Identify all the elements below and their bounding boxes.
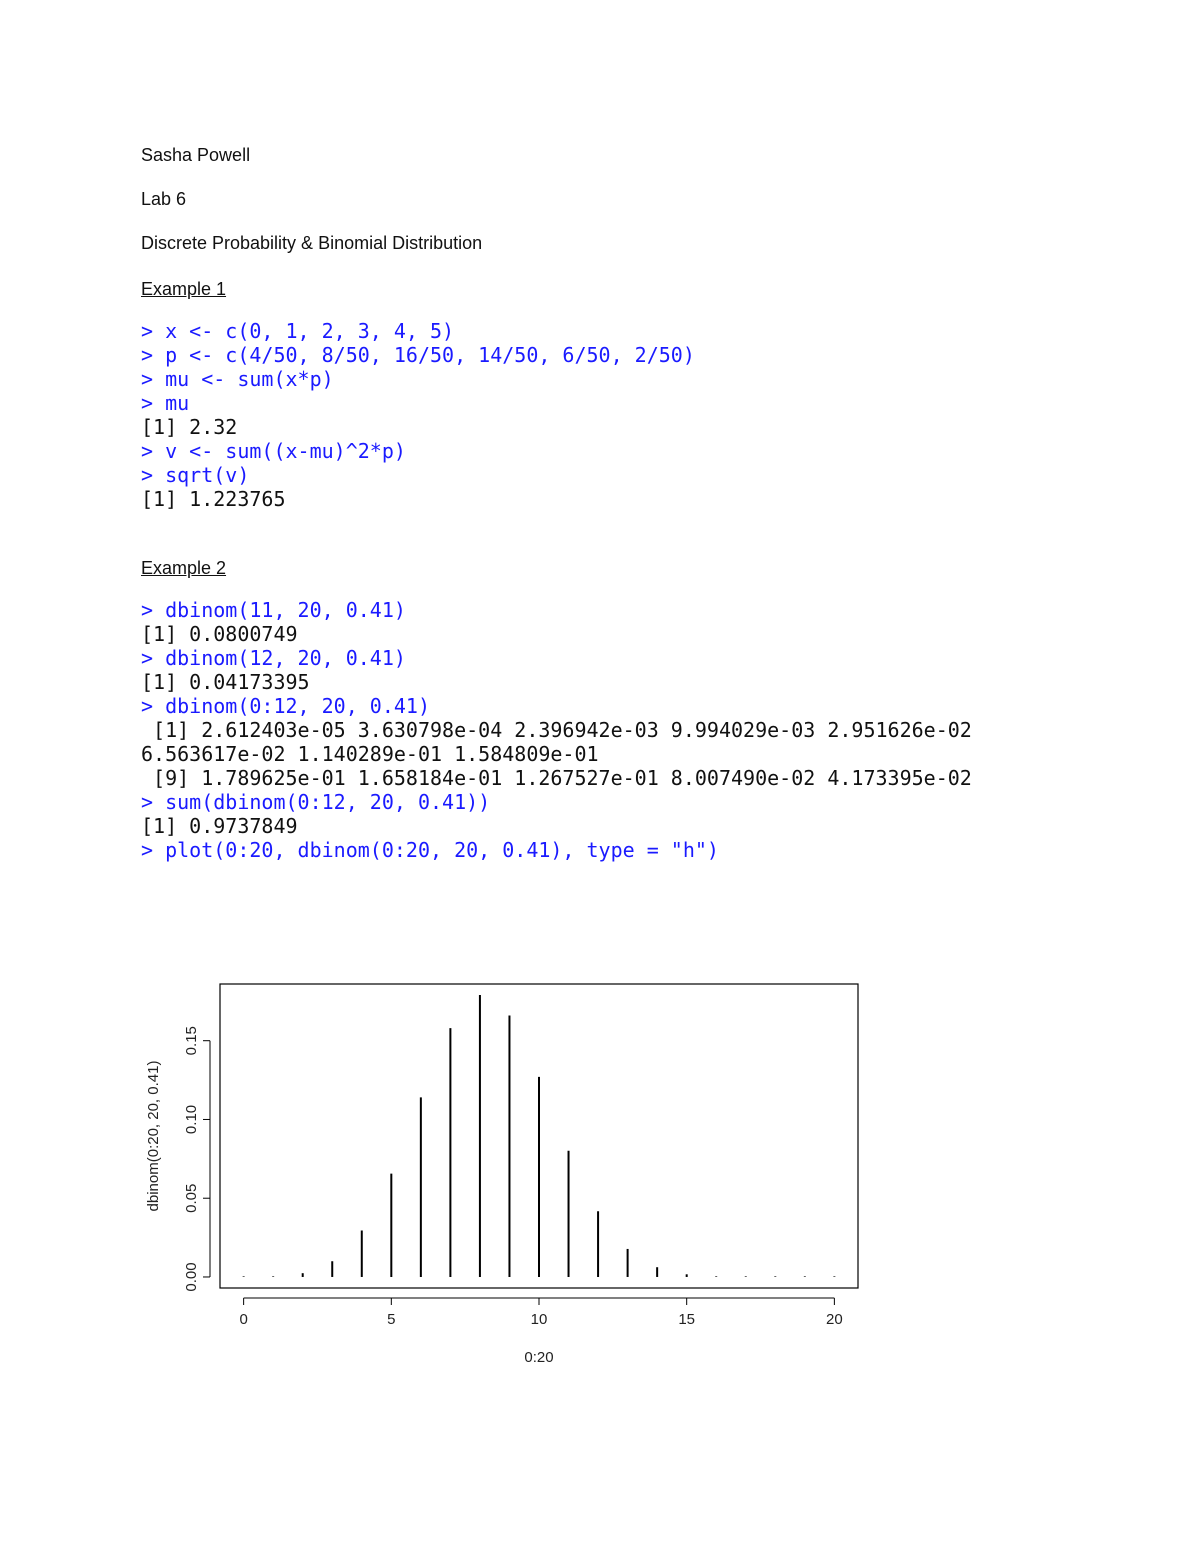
console-command-line: > sum(dbinom(0:12, 20, 0.41)) [141,790,491,814]
y-tick-label: 0.05 [183,1183,200,1213]
document-title: Discrete Probability & Binomial Distribution [141,233,483,253]
y-tick-label: 0.15 [183,1026,200,1056]
console-command-line: > x <- c(0, 1, 2, 3, 4, 5) [141,319,455,343]
console-command-line: > mu [141,391,190,415]
y-tick-label: 0.10 [183,1104,200,1135]
console-command-line: > p <- c(4/50, 8/50, 16/50, 14/50, 6/50, 2/50) [141,343,695,367]
console-command-line: > dbinom(11, 20, 0.41) [141,598,406,622]
lab-number: Lab 6 [141,189,187,209]
console-output-line: 6.563617e-02 1.140289e-01 1.584809e-01 [141,742,599,766]
x-axis-label: 0:20 [524,1349,554,1366]
example-2-heading: Example 2 [141,558,227,578]
example-1-heading: Example 1 [141,279,227,299]
author-name: Sasha Powell [141,145,251,165]
x-tick-label: 5 [387,1311,396,1328]
console-output-line: [1] 0.04173395 [141,670,310,694]
y-axis-label: dbinom(0:20, 20, 0.41) [145,1060,162,1212]
example-2-console [141,598,972,862]
console-command-line: > sqrt(v) [141,463,250,487]
x-tick-label: 20 [826,1311,843,1328]
console-output-line: [1] 2.612403e-05 3.630798e-04 2.396942e-03 9.994029e-03 2.951626e-02 [141,718,972,742]
x-tick-label: 10 [530,1311,548,1328]
console-command-line: > dbinom(12, 20, 0.41) [141,646,406,670]
dbinom-plot [130,960,870,1380]
y-tick-label: 0.00 [183,1262,200,1292]
console-command-line: > mu <- sum(x*p) [141,367,334,391]
console-output-line: [1] 0.0800749 [141,622,298,646]
console-command-line: > v <- sum((x-mu)^2*p) [141,439,406,463]
console-output-line: [9] 1.789625e-01 1.658184e-01 1.267527e-01 8.007490e-02 4.173395e-02 [141,766,972,790]
console-command-line: > plot(0:20, dbinom(0:20, 20, 0.41), type = "h") [141,838,719,862]
console-command-line: > dbinom(0:12, 20, 0.41) [141,694,430,718]
console-output-line: [1] 2.32 [141,415,238,439]
console-output-line: [1] 1.223765 [141,487,286,511]
example-1-console [141,319,695,511]
x-tick-label: 0 [239,1311,248,1328]
console-output-line: [1] 0.9737849 [141,814,298,838]
x-tick-label: 15 [678,1311,696,1328]
